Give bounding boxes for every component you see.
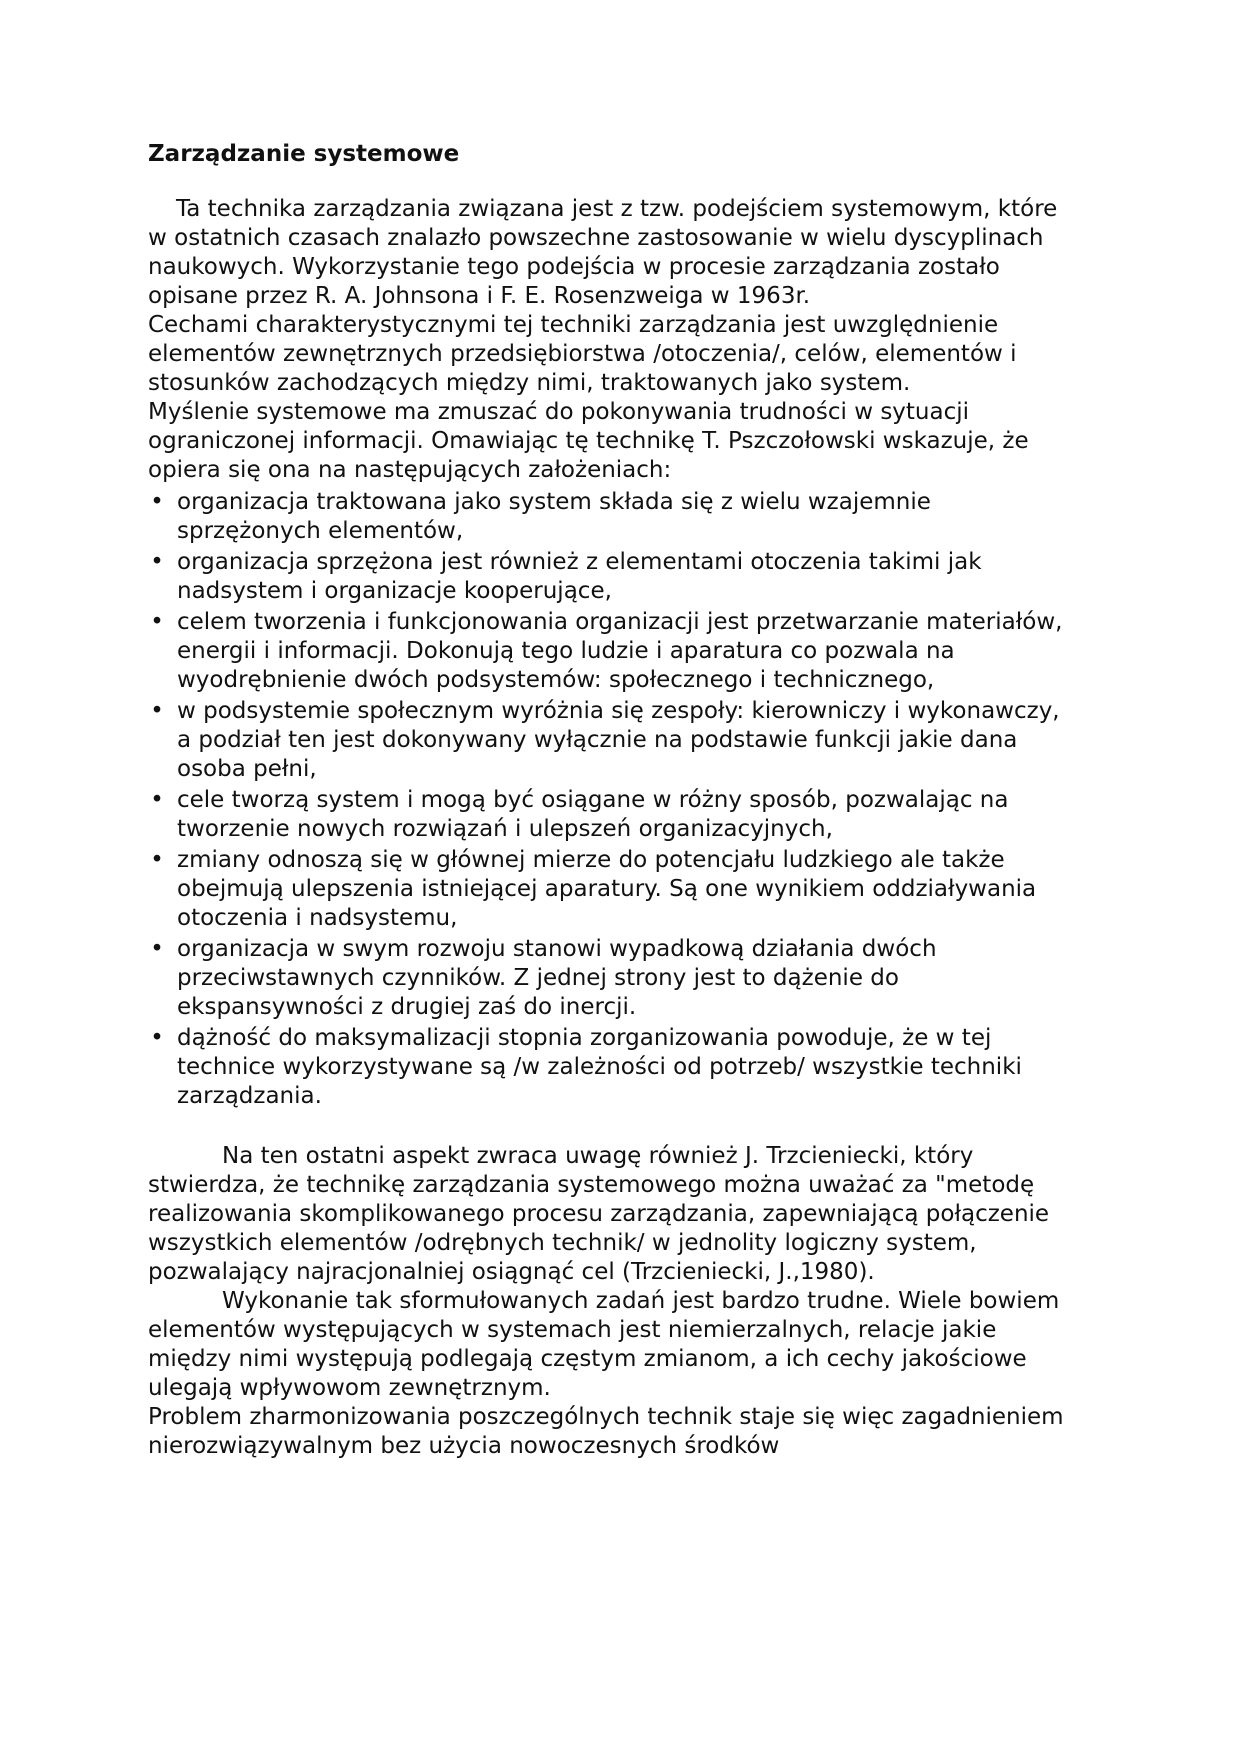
- list-item-text: organizacja sprzężona jest również z elementami otoczenia takimi jak nadsystem i organizacje kooperujące,: [177, 549, 982, 604]
- list-item: [148, 608, 1068, 695]
- bullet-icon: •: [150, 936, 164, 962]
- list-item-text: dążność do maksymalizacji stopnia zorganizowania powoduje, że w tej technice wykorzystywane są /w zależności od potrzeb/ wszystkie techniki zarządzania.: [177, 1025, 1022, 1109]
- bullet-icon: •: [150, 549, 164, 575]
- list-item: [148, 786, 1068, 844]
- document-page: [148, 140, 1068, 1461]
- closing-paragraph-3: Problem zharmonizowania poszczególnych technik staje się więc zagadnieniem nierozwiązywalnym bez użycia nowoczesnych środków: [148, 1404, 1064, 1459]
- closing-paragraph-2: Wykonanie tak sformułowanych zadań jest bardzo trudne. Wiele bowiem elementów występujących w systemach jest niemierzalnych, relacje jakie między nimi występują podlegają częstym zmianom, a ich cechy jakościowe ulegają wpływowom zewnętrznym.: [148, 1288, 1060, 1401]
- paragraph-spacer: [148, 1113, 1068, 1142]
- bullet-icon: •: [150, 847, 164, 873]
- closing-paragraph-1: Na ten ostatni aspekt zwraca uwagę również J. Trzcieniecki, który stwierdza, że technikę zarządzania systemowego można uważać za "metodę realizowania skomplikowanego procesu zarządzania, zapewniającą połączenie wszystkich elementów /odrębnych technik/ w jednolity logiczny system, pozwalający najracjonalniej osiągnąć cel (Trzcieniecki, J.,1980).: [148, 1143, 1050, 1285]
- assumptions-list: [148, 488, 1068, 1111]
- intro-paragraph-1: Ta technika zarządzania związana jest z tzw. podejściem systemowym, które w ostatnich czasach znalazło powszechne zastosowanie w wielu dyscyplinach naukowych. Wykorzystanie tego podejścia w procesie zarządzania zostało opisane przez R. A. Johnsona i F. E. Rosenzweiga w 1963r.: [148, 196, 1058, 309]
- list-item: [148, 697, 1068, 784]
- list-item-text: organizacja traktowana jako system składa się z wielu wzajemnie sprzężonych elementów,: [177, 489, 931, 544]
- list-item: [148, 846, 1068, 933]
- list-item-text: w podsystemie społecznym wyróżnia się zespoły: kierowniczy i wykonawczy, a podział ten jest dokonywany wyłącznie na podstawie funkcji jakie dana osoba pełni,: [177, 698, 1060, 782]
- bullet-icon: •: [150, 787, 164, 813]
- bullet-icon: •: [150, 489, 164, 515]
- list-item-text: organizacja w swym rozwoju stanowi wypadkową działania dwóch przeciwstawnych czynników. Z jednej strony jest to dążenie do ekspansywności z drugiej zaś do inercji.: [177, 936, 937, 1020]
- bullet-icon: •: [150, 1025, 164, 1051]
- list-item: [148, 935, 1068, 1022]
- intro-paragraph-2: Cechami charakterystycznymi tej techniki zarządzania jest uwzględnienie elementów zewnętrznych przedsiębiorstwa /otoczenia/, celów, elementów i stosunków zachodzących między nimi, traktowanych jako system.: [148, 312, 1017, 396]
- bullet-icon: •: [150, 609, 164, 635]
- list-item: [148, 548, 1068, 606]
- list-item-text: celem tworzenia i funkcjonowania organizacji jest przetwarzanie materiałów, energii i informacji. Dokonują tego ludzie i aparatura co pozwala na wyodrębnienie dwóch podsystemów: społecznego i technicznego,: [177, 609, 1063, 693]
- list-item: [148, 488, 1068, 546]
- document-title: Zarządzanie systemowe: [148, 141, 460, 167]
- intro-paragraph-3: Myślenie systemowe ma zmuszać do pokonywania trudności w sytuacji ograniczonej informacji. Omawiając tę technikę T. Pszczołowski wskazuje, że opiera się ona na następujących założeniach:: [148, 399, 1029, 483]
- list-item-text: cele tworzą system i mogą być osiągane w różny sposób, pozwalając na tworzenie nowych rozwiązań i ulepszeń organizacyjnych,: [177, 787, 1009, 842]
- bullet-icon: •: [150, 698, 164, 724]
- list-item-text: zmiany odnoszą się w głównej mierze do potencjału ludzkiego ale także obejmują ulepszenia istniejącej aparatury. Są one wynikiem oddziaływania otoczenia i nadsystemu,: [177, 847, 1037, 931]
- list-item: [148, 1024, 1068, 1111]
